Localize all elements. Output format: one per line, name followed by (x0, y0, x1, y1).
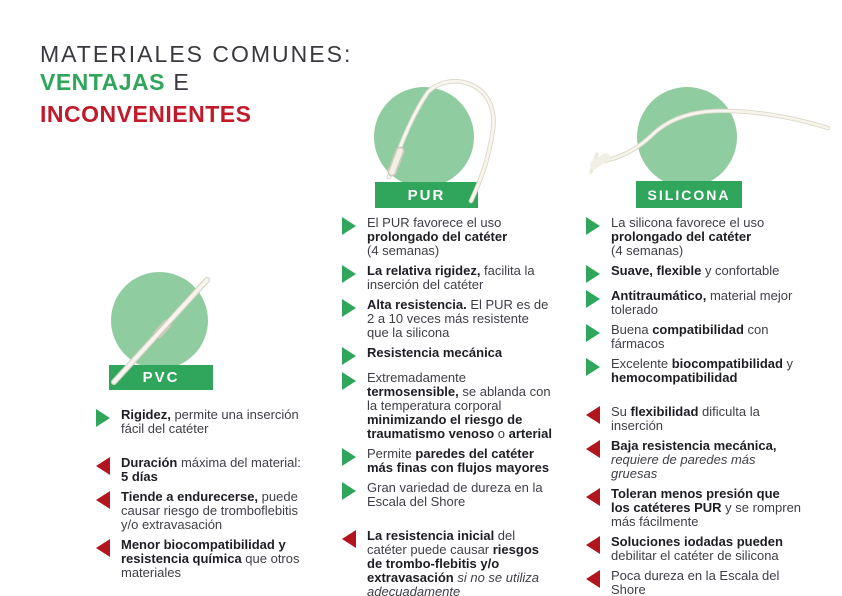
item-text: Toleran menos presión que los catéteres PUR y se rompren más fácilmente (611, 486, 802, 529)
item-text: Resistencia mecánica (367, 345, 503, 360)
disadvantage-item (586, 487, 802, 529)
advantage-arrow-icon (342, 299, 356, 317)
item-text: La relativa rigidez, facilita la inserción del catéter (367, 263, 535, 292)
advantage-arrow-icon (586, 265, 600, 283)
advantage-item (586, 289, 802, 317)
silicona-label-text: SILICONA (647, 186, 731, 203)
item-text: La silicona favorece el uso prolongado del catéter (4 semanas) (611, 215, 765, 258)
advantage-item (586, 357, 802, 385)
item-text: Buena compatibilidad con fármacos (611, 322, 769, 351)
advantage-item (586, 216, 802, 258)
advantage-item (342, 481, 554, 509)
item-text: Duración máxima del material: 5 días (121, 455, 301, 484)
item-text: Gran variedad de dureza en la Escala del Shore (367, 480, 543, 509)
disadvantage-arrow-icon (586, 488, 600, 506)
silicona-catheter-icon (588, 84, 838, 214)
advantage-item (342, 371, 554, 441)
advantage-arrow-icon (342, 265, 356, 283)
pvc-catheter-icon (108, 270, 218, 395)
item-text: Rigidez, permite una inserción fácil del catéter (121, 407, 299, 436)
advantage-arrow-icon (586, 324, 600, 342)
item-text: La resistencia inicial del catéter puede causar riesgos de trombo-flebitis y/o extravasación si no se utiliza adecuadamente (367, 528, 539, 596)
advantage-arrow-icon (96, 409, 110, 427)
advantage-item (586, 264, 802, 283)
silicona-items-list (586, 216, 802, 596)
item-text: Su flexibilidad dificulta la inserción (611, 404, 760, 433)
title-line-materials: MATERIALES COMUNES: (40, 41, 353, 67)
disadvantage-item (586, 535, 802, 563)
advantage-item (342, 447, 554, 475)
disadvantage-item (96, 456, 316, 484)
advantage-arrow-icon (342, 347, 356, 365)
disadvantage-arrow-icon (96, 539, 110, 557)
item-text: Baja resistencia mecánica, requiere de paredes más gruesas (611, 438, 777, 481)
disadvantage-arrow-icon (96, 491, 110, 509)
item-text: Tiende a endurecerse, puede causar riesgo de tromboflebitis y/o extravasación (121, 489, 299, 532)
item-text: Extremadamente termosensible, se ablanda con la temperatura corporal minimizando el riesgo de traumatismo venoso o arterial (367, 370, 552, 441)
disadvantage-item (96, 490, 316, 532)
advantage-item (342, 298, 554, 340)
item-text: Soluciones iodadas pueden debilitar el catéter de silicona (611, 534, 783, 563)
advantage-arrow-icon (342, 372, 356, 390)
advantage-item (586, 323, 802, 351)
disadvantage-arrow-icon (586, 570, 600, 588)
title-ventajas-text: VENTAJAS (40, 69, 165, 95)
advantage-arrow-icon (342, 217, 356, 235)
item-text: Excelente biocompatibilidad y hemocompatibilidad (611, 356, 794, 385)
advantage-item (342, 264, 554, 292)
disadvantage-arrow-icon (586, 440, 600, 458)
title-line-ventajas (40, 68, 352, 100)
disadvantage-arrow-icon (586, 536, 600, 554)
pur-catheter-icon (368, 84, 518, 214)
pvc-label-text: PVC (142, 369, 180, 386)
item-text: Menor biocompatibilidad y resistencia química que otros materiales (121, 537, 300, 580)
title-inconvenientes-text: INCONVENIENTES (40, 101, 252, 127)
advantage-arrow-icon (342, 482, 356, 500)
advantage-arrow-icon (586, 290, 600, 308)
pur-label-text: PUR (407, 186, 446, 204)
pvc-items-list (96, 408, 316, 586)
advantage-item (342, 216, 554, 258)
item-text: Suave, flexible y confortable (611, 263, 780, 278)
item-text: Permite paredes del catéter más finas con flujos mayores (367, 446, 550, 475)
disadvantage-arrow-icon (586, 406, 600, 424)
disadvantage-arrow-icon (96, 457, 110, 475)
item-text: Poca dureza en la Escala del Shore (611, 568, 780, 596)
advantage-item (96, 408, 316, 436)
disadvantage-item (586, 405, 802, 433)
advantage-arrow-icon (342, 448, 356, 466)
disadvantage-item (586, 569, 802, 596)
advantage-arrow-icon (586, 358, 600, 376)
title-conjunction-text: E (165, 69, 191, 95)
disadvantage-arrow-icon (342, 530, 356, 548)
pvc-figure (108, 270, 218, 395)
disadvantage-item (96, 538, 316, 580)
pur-figure (368, 84, 518, 214)
item-text: Alta resistencia. El PUR es de 2 a 10 veces más resistente que la silicona (367, 297, 549, 340)
disadvantage-item (586, 439, 802, 481)
item-text: El PUR favorece el uso prolongado del catéter (4 semanas) (367, 215, 508, 258)
disadvantage-item (342, 529, 554, 596)
item-text: Antitraumático, material mejor tolerado (611, 288, 793, 317)
page-title (40, 40, 352, 128)
advantage-item (342, 346, 554, 365)
pur-items-list (342, 216, 554, 596)
silicona-figure (588, 84, 838, 214)
advantage-arrow-icon (586, 217, 600, 235)
